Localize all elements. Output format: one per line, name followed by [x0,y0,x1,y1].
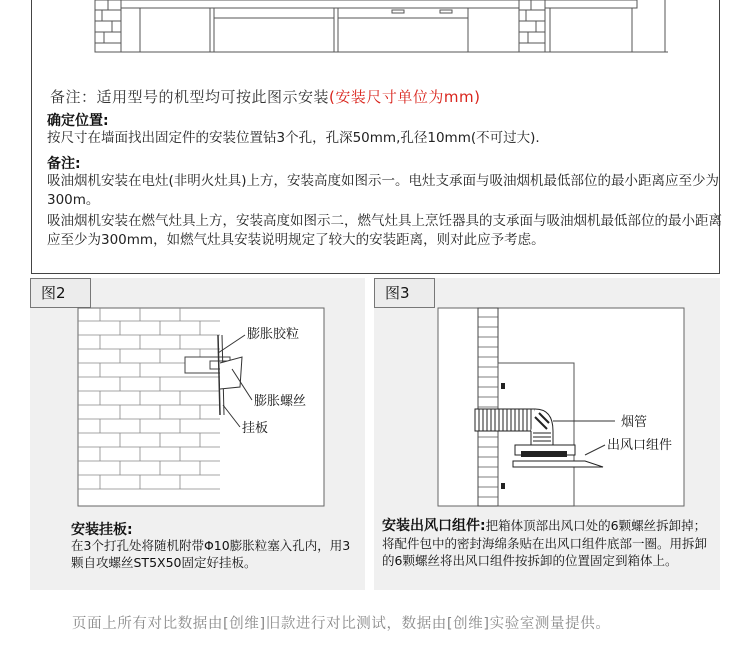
fig3-label-pipe: 烟管 [621,415,648,430]
fig3-caption-text: 把箱体顶部出风口处的6颗螺丝拆卸掉；将配件包中的密封海绵条贴在出风口组件底部一圈。用拆卸的6颗螺丝将出风口组件按拆卸的位置固定到箱体上。 [382,518,708,568]
fig2-mounting-plate-diagram [70,305,360,510]
fig3-tab: 图3 [374,278,435,308]
fig3-label-outlet: 出风口组件 [607,438,673,453]
fig2-caption-title: 安装挂板: [71,522,133,538]
position-text: 按尺寸在墙面找出固定件的安装位置钻3个孔，孔深50mm,孔径10mm(不可过大). [47,130,540,146]
fig3-caption-title: 安装出风口组件: [382,518,486,534]
remark-paragraph-1: 吸油烟机安装在电灶(非明火灶具)上方，安装高度如图示一。电灶支承面与吸油烟机最低部位的最小距离应至少为300m。 [47,173,720,208]
install-note-unit: (安装尺寸单位为mm) [329,88,481,106]
position-heading: 确定位置: [47,113,109,129]
install-note-text: 备注：适用型号的机型均可按此图示安装 [50,88,330,106]
fig3-caption [382,517,715,569]
footer-disclaimer: 页面上所有对比数据由[创维]旧款进行对比测试，数据由[创维]实验室测量提供。 [72,616,611,632]
fig2-label-plate: 挂板 [242,421,269,436]
fig2-label-anchor: 膨胀胶粒 [247,327,300,342]
fig3-outlet-diagram [435,305,720,510]
fig2-caption-text: 在3个打孔处将随机附带Φ10膨胀粒塞入孔内，用3颗自攻螺丝ST5X50固定好挂板。 [71,538,351,570]
remark-heading: 备注: [47,156,81,172]
install-note [50,86,480,107]
fig2-label-screw: 膨胀螺丝 [254,394,307,409]
remark-paragraph-2: 吸油烟机安装在燃气灶具上方，安装高度如图示二，燃气灶具上烹饪器具的支承面与吸油烟机最低部位的最小距离应至少为300mm，如燃气灶具安装说明规定了较大的安装距离，则对此应予考虑。 [47,213,722,248]
fig2-tab: 图2 [30,278,91,308]
kitchen-cabinet-illustration [0,0,750,62]
